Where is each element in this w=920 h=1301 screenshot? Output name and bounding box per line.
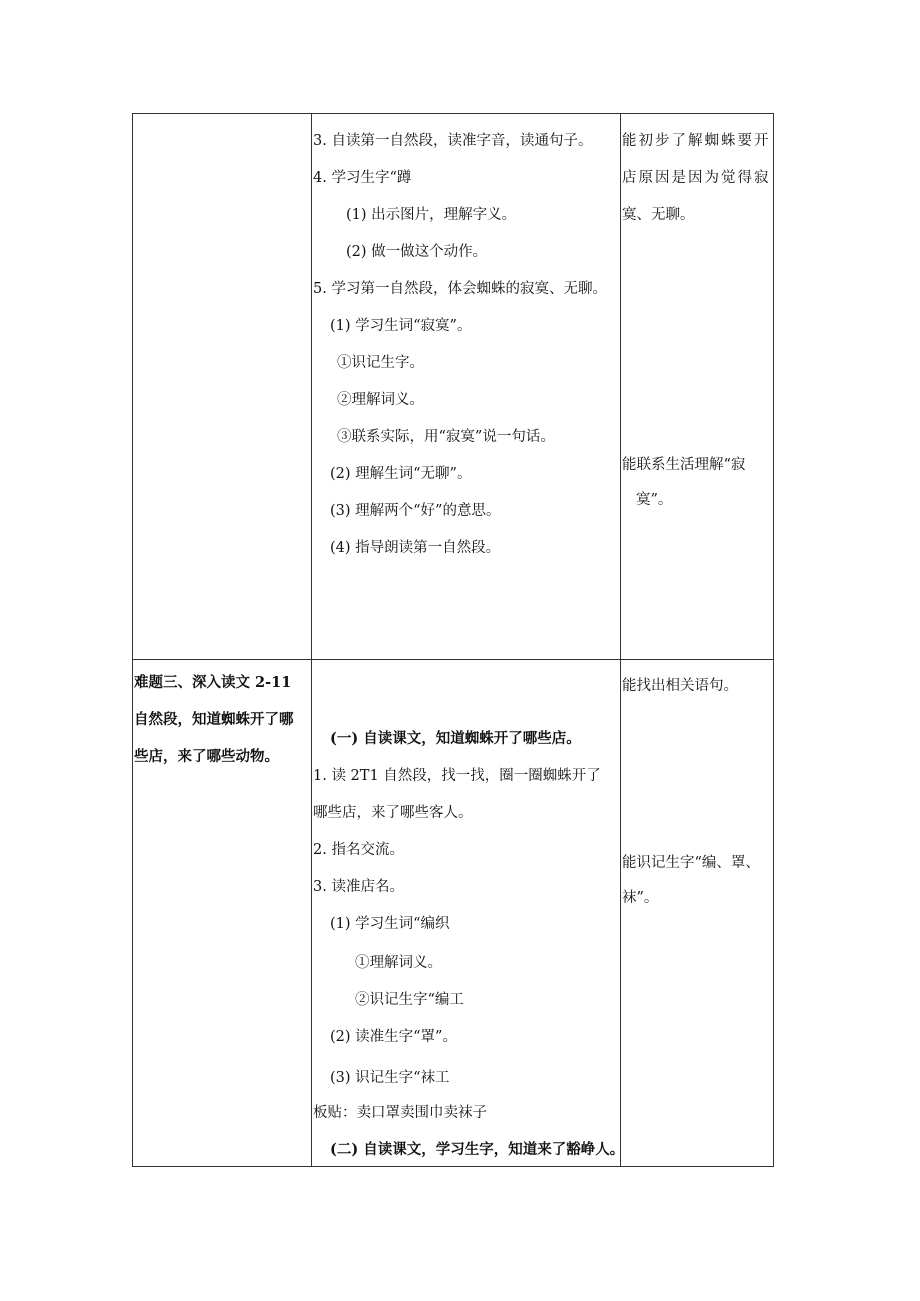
activity-line: (2) 读准生字“罩”。 bbox=[330, 1029, 457, 1045]
activity-line: (3) 理解两个“好”的意思。 bbox=[330, 503, 501, 519]
objective-line: 难题三、深入读文 2-11 bbox=[134, 674, 292, 691]
activity-line: 5. 学习第一自然段，体会蜘蛛的寂寞、无聊。 bbox=[313, 281, 607, 297]
activity-line: ②识记生字“编工 bbox=[355, 992, 464, 1008]
assessment-line: 袜”。 bbox=[622, 890, 659, 906]
activity-line: (1) 出示图片，理解字义。 bbox=[346, 207, 517, 223]
objective-line: 些店，来了哪些动物。 bbox=[134, 748, 279, 765]
activity-line: ②理解词义。 bbox=[337, 392, 424, 408]
activity-line: (3) 识记生字“袜工 bbox=[330, 1070, 450, 1086]
activity-line: (2) 理解生词“无聊”。 bbox=[330, 466, 472, 482]
activity-line: 哪些店，来了哪些客人。 bbox=[313, 805, 473, 821]
column-divider-1 bbox=[311, 114, 312, 1166]
assessment-line: 能初步了解蜘蛛要开 bbox=[622, 133, 771, 149]
assessment-line: 能联系生活理解“寂 bbox=[622, 457, 746, 473]
activity-line: ①识记生字。 bbox=[337, 355, 424, 371]
activity-line: 3. 读准店名。 bbox=[313, 879, 404, 895]
board-note: 板贴：卖口罩卖围巾卖袜子 bbox=[313, 1105, 487, 1121]
assessment-line: 寞”。 bbox=[636, 492, 673, 508]
objective-line: 自然段，知道蜘蛛开了哪 bbox=[134, 711, 294, 728]
assessment-line: 寞、无聊。 bbox=[622, 207, 695, 223]
assessment-line: 店原因是因为觉得寂 bbox=[622, 170, 771, 186]
activity-line: 4. 学习生字“蹲 bbox=[313, 170, 412, 186]
assessment-line: 能识记生字“编、罩、 bbox=[622, 855, 760, 871]
activity-line: 2. 指名交流。 bbox=[313, 842, 404, 858]
activity-line: 3. 自读第一自然段，读准字音，读通句子。 bbox=[313, 133, 593, 149]
assessment-line: 能找出相关语句。 bbox=[622, 678, 738, 694]
activity-line: (1) 学习生词“编织 bbox=[330, 916, 450, 932]
activity-line: (4) 指导朗读第一自然段。 bbox=[330, 540, 501, 556]
activity-line: (1) 学习生词“寂寞”。 bbox=[330, 318, 472, 334]
activity-heading: (二) 自读课文，学习生字，知道来了豁峥人。 bbox=[330, 1141, 625, 1158]
activity-line: ①理解词义。 bbox=[355, 955, 442, 971]
activity-line: ③联系实际，用“寂寞”说一句话。 bbox=[337, 429, 555, 445]
activity-line: (2) 做一做这个动作。 bbox=[346, 244, 488, 260]
column-divider-2 bbox=[620, 114, 621, 1166]
activity-heading: (一) 自读课文，知道蜘蛛开了哪些店。 bbox=[330, 730, 581, 747]
row-divider bbox=[133, 659, 773, 660]
activity-line: 1. 读 2T1 自然段，找一找，圈一圈蜘蛛开了 bbox=[313, 768, 601, 784]
